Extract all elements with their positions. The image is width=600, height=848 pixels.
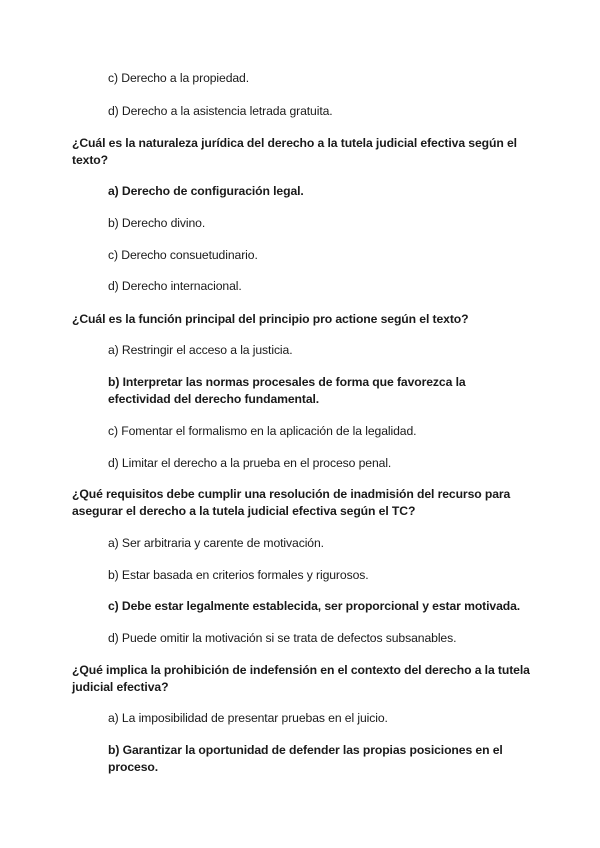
- option-text: d) Derecho a la asistencia letrada gratuita.: [108, 104, 333, 118]
- option-text: b) Estar basada en criterios formales y rigurosos.: [108, 568, 369, 582]
- option-text-correct: c) Debe estar legalmente establecida, ser proporcional y estar motivada.: [108, 599, 521, 613]
- option-text: a) Restringir el acceso a la justicia.: [108, 343, 293, 357]
- option-text: a) La imposibilidad de presentar pruebas en el juicio.: [108, 711, 388, 725]
- question-heading: ¿Qué implica la prohibición de indefensión en el contexto del derecho a la tutela judicial efectiva?: [72, 663, 530, 694]
- option-text: d) Derecho internacional.: [108, 279, 242, 293]
- option-text: c) Fomentar el formalismo en la aplicación de la legalidad.: [108, 424, 417, 438]
- option-text: c) Derecho a la propiedad.: [108, 71, 250, 85]
- option-text: d) Limitar el derecho a la prueba en el proceso penal.: [108, 456, 392, 470]
- option-text: b) Derecho divino.: [108, 216, 206, 230]
- question-heading: ¿Qué requisitos debe cumplir una resolución de inadmisión del recurso para asegurar el derecho a la tutela judicial efectiva según el TC?: [72, 487, 511, 518]
- option-text: c) Derecho consuetudinario.: [108, 248, 258, 262]
- option-text: d) Puede omitir la motivación si se trata de defectos subsanables.: [108, 631, 457, 645]
- option-text-correct: b) Garantizar la oportunidad de defender las propias posiciones en el proceso.: [108, 743, 503, 774]
- question-heading: ¿Cuál es la naturaleza jurídica del derecho a la tutela judicial efectiva según el texto?: [72, 136, 517, 167]
- option-text-correct: a) Derecho de configuración legal.: [108, 184, 304, 198]
- option-text-correct: b) Interpretar las normas procesales de forma que favorezca la efectividad del derecho fundamental.: [108, 375, 466, 406]
- option-text: a) Ser arbitraria y carente de motivación.: [108, 536, 324, 550]
- question-heading: ¿Cuál es la función principal del principio pro actione según el texto?: [72, 312, 469, 326]
